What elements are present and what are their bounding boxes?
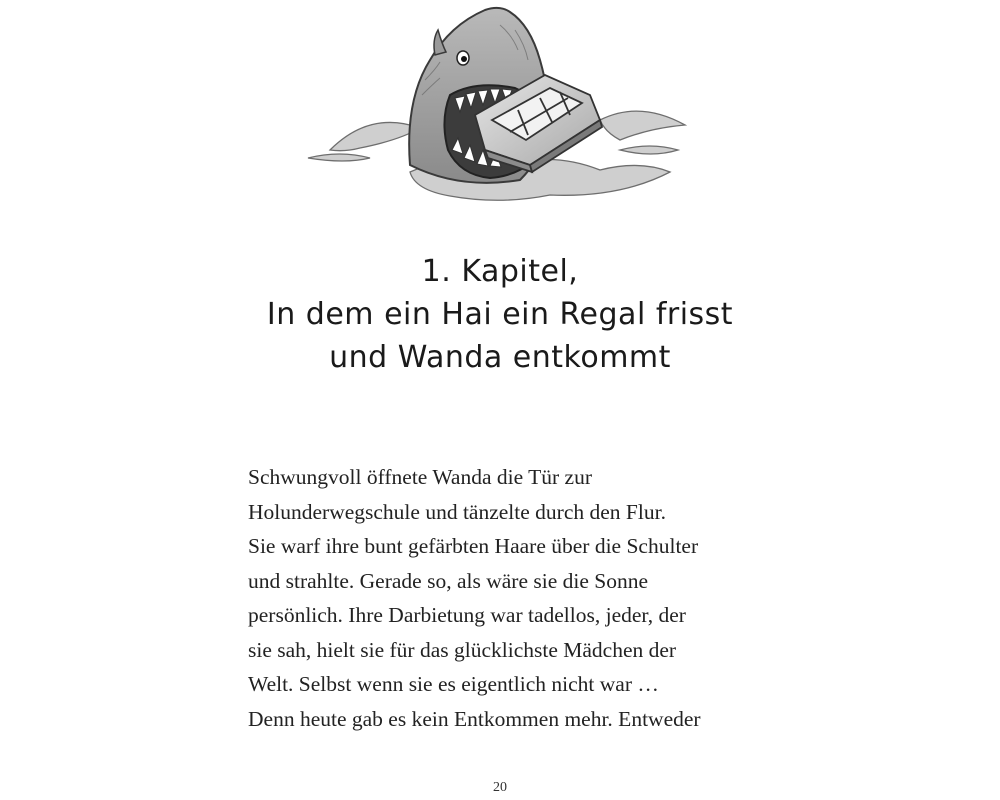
chapter-title-line-2: und Wanda entkommt [329,340,671,375]
text-line: Sie warf ihre bunt gefärbten Haare über die Schulter [248,534,699,558]
text-line: Denn heute gab es kein Entkommen mehr. Entweder [248,706,701,731]
text-line: Schwungvoll öffnete Wanda die Tür zur [248,465,592,489]
chapter-number: 1. Kapitel, [421,254,579,289]
text-line: sie sah, hielt sie für das glücklichste Mädchen der [248,637,677,662]
body-text [248,460,808,736]
text-line: und strahlte. Gerade so, als wäre sie die Sonne [248,568,649,593]
text-line: Welt. Selbst wenn sie es eigentlich nicht war … [248,672,659,696]
page-number: 20 [493,780,507,795]
shark-eating-shelf-icon [300,0,690,215]
text-line: persönlich. Ihre Darbietung war tadellos, jeder, der [248,603,686,627]
chapter-heading [200,250,800,379]
chapter-title-line-1: In dem ein Hai ein Regal frisst [266,297,734,332]
text-line: Holunderwegschule und tänzelte durch den Flur. [248,499,666,524]
